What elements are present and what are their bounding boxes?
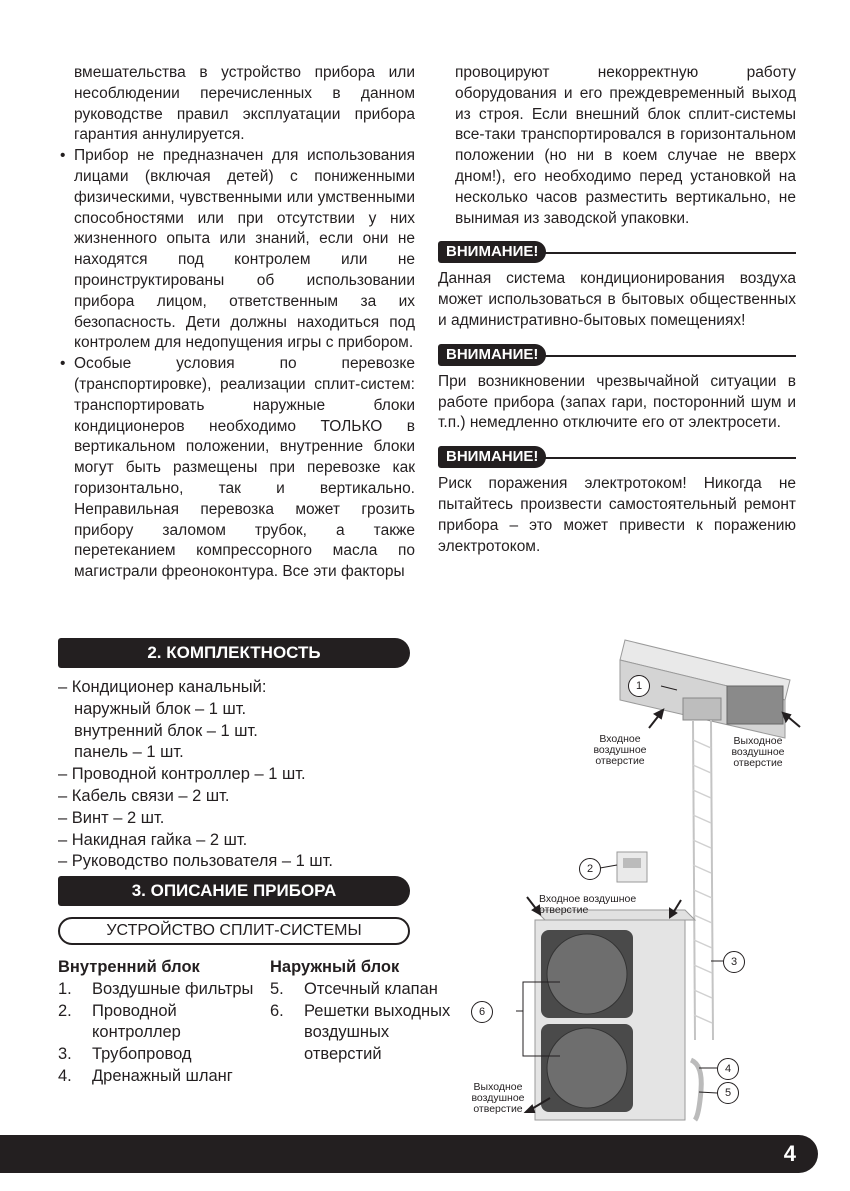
- list-item: – Руководство пользователя – 1 шт.: [58, 852, 333, 871]
- callout-3: 3: [723, 951, 745, 973]
- page-number: 4: [783, 1141, 796, 1166]
- divider: [538, 355, 796, 357]
- item-text: Воздушные фильтры: [92, 979, 254, 998]
- list-item: – Проводной контроллер – 1 шт.: [58, 765, 306, 784]
- indoor-parts-list: [58, 957, 263, 1088]
- warning-text: Данная система кондиционирования воздуха может использоваться в бытовых общественных и административно-бытовых помещениях!: [438, 270, 796, 329]
- outdoor-parts-list: [270, 957, 455, 1066]
- item-text: Отсечный клапан: [304, 979, 438, 998]
- list-item: – Накидная гайка – 2 шт.: [58, 830, 248, 849]
- callout-6: 6: [471, 1001, 493, 1023]
- split-system-diagram: [455, 620, 805, 1130]
- section-3-subtitle: УСТРОЙСТВО СПЛИТ-СИСТЕМЫ: [58, 917, 410, 945]
- callout-1: 1: [628, 675, 650, 697]
- divider: [538, 457, 796, 459]
- warning-text: При возникновении чрезвычайной ситуации в работе прибора (запах гари, посторонний шум и т.п.) немедленно отключите его от электросети.: [438, 372, 796, 432]
- list-item: – Кабель связи – 2 шт.: [58, 786, 230, 805]
- item-number: 6.: [270, 1001, 284, 1020]
- divider: [538, 252, 796, 254]
- list-item: [58, 1044, 263, 1066]
- list-item: – Кондиционер канальный:: [58, 678, 267, 696]
- fan-icon: [547, 934, 627, 1014]
- drain-hose: [691, 1060, 701, 1120]
- bullet-text-transport: Особые условия по перевозке (транспортировке), реализации сплит-систем: транспортировать наружные блоки кондиционеров необходимо ТОЛЬКО в вертикальном положении, внутренние блоки могут быть размещены при перевозке как горизонтально, так и вертикально. Неправильная перевозка может грозить прибору заломом трубок, а также перетеканием компрессорного масла по магистрали фреоноконтура. Все эти факторы: [74, 355, 415, 581]
- right-column: [438, 63, 796, 557]
- fan-icon: [547, 1028, 627, 1108]
- label-outdoor-inlet: Входное воздушное отверстие: [539, 893, 637, 916]
- list-item: панель – 1 шт.: [74, 743, 184, 762]
- warranty-paragraph: вмешательства в устройство прибора или несоблюдении перечисленных в данном руководстве правил эксплуатации прибора гарантия аннулируется.: [74, 64, 415, 144]
- pipe-line: [711, 720, 713, 1040]
- page-footer: [0, 1135, 818, 1173]
- item-text: Решетки выходных воздушных отверстий: [304, 1001, 451, 1064]
- outdoor-heading: Наружный блок: [270, 958, 400, 976]
- warning-header: [438, 344, 796, 366]
- list-item: [58, 1066, 263, 1088]
- indoor-unit-box: [683, 698, 721, 720]
- item-text: Дренажный шланг: [92, 1066, 233, 1085]
- warning-header: [438, 446, 796, 468]
- controller-screen: [623, 858, 641, 868]
- warning-header: [438, 241, 796, 263]
- indoor-heading: Внутренний блок: [58, 958, 200, 976]
- label-indoor-outlet: Выходное воздушное отверстие: [731, 735, 785, 769]
- label-indoor-inlet: Входное воздушное отверстие: [593, 733, 647, 767]
- item-text: Трубопровод: [92, 1045, 192, 1064]
- callout-2: 2: [579, 858, 601, 880]
- callout-4: 4: [717, 1058, 739, 1080]
- item-number: 4.: [58, 1066, 72, 1085]
- bullet-item: [60, 146, 415, 354]
- warning-text: Риск поражения электротоком! Никогда не пытайтесь произвести самостоятельный ремонт прибора – это может привести к поражению электротоком.: [438, 475, 796, 555]
- bullet-item: [60, 354, 415, 583]
- item-text: Проводной контроллер: [92, 1001, 181, 1042]
- bullet-text-usage: Прибор не предназначен для использования лицами (включая детей) с пониженными физическими, чувственными или умственными способностями или при отсутствии у них жизненного опыта или знаний, если они не находятся под контролем или не проинструктированы об использовании прибора лицом, ответственным за их безопасность. Дети должны находиться под контролем для недопущения игры с прибором.: [74, 147, 415, 352]
- list-item: [270, 1001, 455, 1066]
- bullet-dot: •: [60, 147, 66, 165]
- list-item: – Винт – 2 шт.: [58, 808, 165, 827]
- label-outdoor-outlet: Выходное воздушное отверстие: [471, 1081, 525, 1115]
- list-item: [270, 979, 455, 1001]
- pipe-line: [693, 720, 695, 1040]
- list-item: [58, 979, 263, 1001]
- list-item: [58, 1001, 263, 1045]
- section-2-title: 2. КОМПЛЕКТНОСТЬ: [58, 638, 410, 668]
- pipe-rungs: [693, 740, 712, 1023]
- transport-continuation: провоцируют некорректную работу оборудования и его преждевременный выход из строя. Если внешний блок сплит-системы все-таки транспортировался в горизонтальном положении (но ни в коем случае не вверх дном!), его необходимо перед установкой на несколько часов разместить вертикально, не вынимая из заводской упаковки.: [455, 64, 796, 227]
- warning-title: ВНИМАНИЕ!: [438, 446, 546, 468]
- item-number: 1.: [58, 979, 72, 998]
- list-item: внутренний блок – 1 шт.: [74, 721, 258, 740]
- item-number: 2.: [58, 1001, 72, 1020]
- callout-5: 5: [717, 1082, 739, 1104]
- section-3-title: 3. ОПИСАНИЕ ПРИБОРА: [58, 876, 410, 906]
- item-number: 5.: [270, 979, 284, 998]
- list-item: наружный блок – 1 шт.: [74, 699, 247, 718]
- indoor-unit-outlet-grille: [727, 686, 783, 724]
- kit-list: [58, 677, 333, 873]
- warning-title: ВНИМАНИЕ!: [438, 344, 546, 366]
- warning-title: ВНИМАНИЕ!: [438, 241, 546, 263]
- bullet-dot: •: [60, 355, 66, 373]
- diagram-drawing: [455, 620, 805, 1130]
- item-number: 3.: [58, 1045, 72, 1064]
- left-column: [60, 63, 415, 583]
